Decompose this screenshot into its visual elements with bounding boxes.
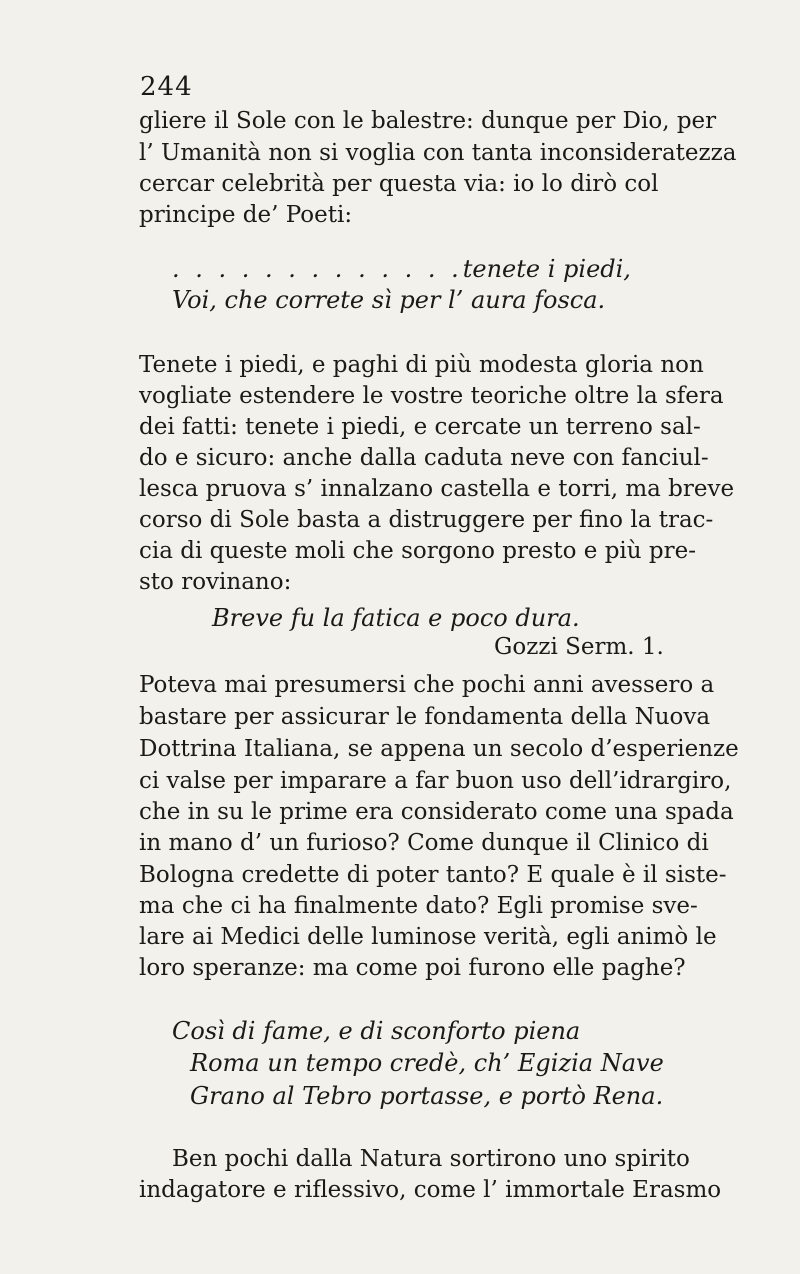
verse-line: Grano al Tebro portasse, e portò Rena. <box>190 1082 664 1110</box>
page-number: 244 <box>140 72 193 102</box>
text-line: corso di Sole basta a distruggere per fino la trac- <box>139 507 714 533</box>
text-line: indagatore e riflessivo, come l’ immortale Erasmo <box>139 1177 722 1203</box>
text-line: lesca pruova s’ innalzano castella e torri, ma breve <box>139 476 735 502</box>
text-line: principe de’ Poeti: <box>139 202 353 228</box>
text-line: in mano d’ un furioso? Come dunque il Clinico di <box>139 830 709 856</box>
text-line: che in su le prime era considerato come una spada <box>139 799 734 825</box>
verse-line <box>172 254 631 284</box>
text-line: dei fatti: tenete i piedi, e cercate un terreno sal- <box>139 414 701 440</box>
text-line: Ben pochi dalla Natura sortirono uno spirito <box>172 1146 690 1172</box>
text-line: ma che ci ha finalmente dato? Egli promise sve- <box>139 893 698 919</box>
text-line: cercar celebrità per questa via: io lo dirò col <box>139 171 659 197</box>
text-line: bastare per assicurar le fondamenta della Nuova <box>139 704 711 730</box>
text-line: vogliate estendere le vostre teoriche oltre la sfera <box>139 383 724 409</box>
verse-line: Voi, che correte sì per l’ aura fosca. <box>172 286 606 314</box>
ellipsis-dots: . . . . . . . . . . . . . <box>172 255 463 283</box>
quote-attribution: Gozzi Serm. 1. <box>494 634 664 660</box>
text-line: Bologna credette di poter tanto? E quale è il siste- <box>139 862 727 888</box>
text-line: Poteva mai presumersi che pochi anni avessero a <box>139 672 715 698</box>
text-line: gliere il Sole con le balestre: dunque per Dio, per <box>139 108 717 134</box>
text-line: l’ Umanità non si voglia con tanta inconsideratezza <box>139 140 737 166</box>
text-line: sto rovinano: <box>139 569 292 595</box>
text-line: loro speranze: ma come poi furono elle paghe? <box>139 955 686 981</box>
text-line: Tenete i piedi, e paghi di più modesta gloria non <box>139 352 704 378</box>
verse-text: tenete i piedi, <box>462 255 631 283</box>
text-line: lare ai Medici delle luminose verità, egli animò le <box>139 924 717 950</box>
verse-line: Così di fame, e di sconforto piena <box>172 1017 581 1045</box>
text-line: cia di queste moli che sorgono presto e più pre- <box>139 538 697 564</box>
verse-line: Roma un tempo credè, ch’ Egizia Nave <box>190 1049 664 1077</box>
verse-line: Breve fu la fatica e poco dura. <box>212 604 580 632</box>
text-line: do e sicuro: anche dalla caduta neve con fanciul- <box>139 445 709 471</box>
text-line: ci valse per imparare a far buon uso dell’idrargiro, <box>139 768 732 794</box>
text-line: Dottrina Italiana, se appena un secolo d’esperienze <box>139 736 739 762</box>
